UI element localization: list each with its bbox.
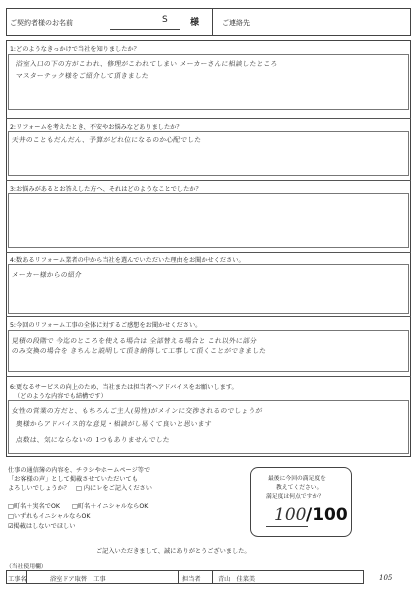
- consent-text-3: よろしいでしょうか？ □ 内にレをご記入ください: [8, 485, 152, 492]
- satisfaction-line-1: 最後に今回の満足度を: [268, 476, 326, 482]
- satisfaction-max: /100: [306, 505, 348, 525]
- consent-text-1: 仕事の通信簿の内容を、チラシやホームページ等で: [8, 467, 151, 474]
- work-label: 工事名: [8, 576, 27, 583]
- q4-label: 4:数あるリフォーム業者の中から当社を選んでいただいた理由をお聞かせください。: [10, 257, 245, 264]
- q3-separator: [6, 252, 411, 253]
- q6-sub-label: （どのような内容でも結構です）: [14, 393, 107, 400]
- consent-text-2: 「お客様の声」として掲載させていただいても: [8, 476, 138, 483]
- q1-answer-line-1: 浴室入口の下の方がこわれ、修理がこわれてしまい メーカーさんに相談したところ: [15, 60, 278, 68]
- q1-label: 1:どのようなきっかけで当社を知りましたか？: [10, 46, 140, 53]
- closing-text: ご記入いただきまして、誠にありがとうございました。: [96, 548, 251, 555]
- q1-separator: [6, 118, 411, 119]
- name-label: ご契約者様のお名前: [10, 19, 73, 27]
- q4-separator: [6, 316, 411, 317]
- q2-separator: [6, 180, 411, 181]
- consent-option-4[interactable]: ☑掲載はしないでほしい: [8, 523, 76, 530]
- q6-answer-line-3: 点数は、気にならないの 1つもありませんでした: [15, 436, 171, 444]
- satisfaction-line-2: 教えてください。: [276, 485, 323, 491]
- internal-col-3: [212, 570, 213, 584]
- satisfaction-score-underline: [266, 526, 308, 527]
- contact-label: ご連絡先: [222, 19, 250, 27]
- q3-answer-box: [8, 193, 409, 248]
- honorific: 様: [190, 18, 200, 28]
- q2-label: 2:リフォームを考えたとき、不安やお悩みなどありましたか？: [10, 124, 183, 131]
- consent-option-2[interactable]: □町名＋イニシャルならOK: [72, 503, 149, 510]
- internal-use-label: （当社使用欄）: [6, 564, 47, 570]
- q2-answer-line-1: 天井のこともだんだん、予算がどれ位になるのか心配でした: [11, 136, 202, 144]
- q6-answer-line-1: 女性の営業の方だと、もちろんご主人(男性)がメインに交渉されるのでしょうが: [11, 407, 263, 415]
- header-divider: [212, 8, 213, 36]
- satisfaction-score: 100: [274, 505, 307, 525]
- staff-value: 青山 佳菜美: [218, 576, 256, 583]
- consent-option-3[interactable]: □いずれもイニシャルならOK: [8, 513, 91, 520]
- q5-label: 5:今回のリフォーム工事の全体に対するご感想をお聞かせください。: [10, 322, 202, 329]
- q5-separator: [6, 376, 411, 377]
- q1-answer-line-2: マスターテック様をご紹介して頂きました: [15, 72, 150, 80]
- consent-option-1[interactable]: □町名＋実名でOK: [8, 503, 60, 510]
- name-underline: [110, 29, 180, 30]
- work-value: 浴室ドア取替 工事: [50, 576, 106, 583]
- q3-label: 3:お悩みがあるとお答えした方へ、それはどのようなことでしたか？: [10, 186, 202, 193]
- internal-col-2: [178, 570, 179, 584]
- name-value: S: [162, 15, 168, 25]
- q6-label: 6:更なるサービスの向上のため、当社または担当者へアドバイスをお願いします。: [10, 384, 238, 391]
- q4-answer-line-1: メーカー様からの紹介: [11, 271, 83, 279]
- q6-answer-line-2: 奥様からアドバイス的な意見・相談がし易くて良いと思います: [15, 420, 213, 428]
- page-number: 105: [379, 574, 393, 582]
- q5-answer-line-2: のみ交換の場合を きちんと説明して頂き納得して工事して頂くことができました: [11, 347, 267, 355]
- satisfaction-line-3: 満足度は何点ですか？: [266, 494, 324, 500]
- q5-answer-line-1: 見積の段階で 今迄のところを使える場合は 全部替える場合と これ以外に部分: [11, 337, 258, 345]
- staff-label: 担当者: [182, 576, 201, 583]
